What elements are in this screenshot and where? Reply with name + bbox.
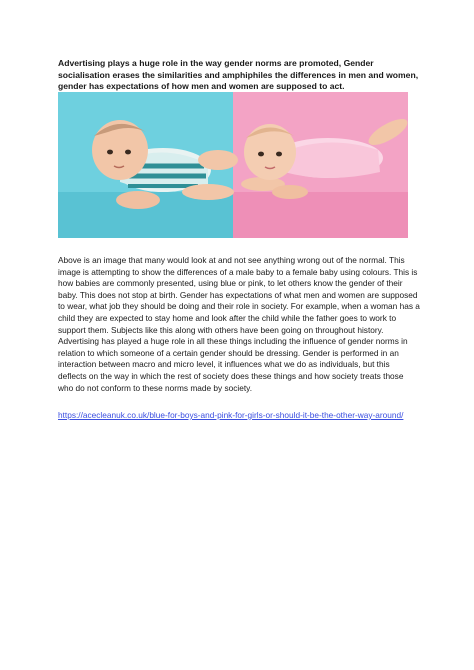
source-link[interactable]: https://acecleanuk.co.uk/blue-for-boys-and-pink-for-girls-or-should-it-be-the-other-way-around/ xyxy=(58,410,404,420)
document-heading: Advertising plays a huge role in the way gender norms are promoted, Gender socialisation erases the similarities and amphiphiles the differences in men and women, gender has expectations of how men and women are supposed to act. xyxy=(58,58,419,92)
document-body-paragraph: Above is an image that many would look at and not see anything wrong out of the normal. This image is attempting to show the differences of a male baby to a female baby using colours. This is how babies are commonly presented, using blue or pink, to let others know the gender of their baby. This does not stop at birth. Gender has expectations of what men and women are supposed to wear, what job they should be doing and their role in society. For example, when a woman has a child they are expected to stay home and look after the child while the father goes to work to support them. Subjects like this along with others have been going on throughout history. Advertising has played a huge role in all these things including the influence of gender norms in relation to which someone of a certain gender should be dressing. Gender is performed in an interaction between macro and micro level, it influences what we do as individuals, but this deflects on the way in which the rest of society does these things and how society treats those who do not conform to these norms made by society. xyxy=(58,255,420,393)
pink-floor xyxy=(233,192,408,238)
babies-photo xyxy=(58,92,408,238)
